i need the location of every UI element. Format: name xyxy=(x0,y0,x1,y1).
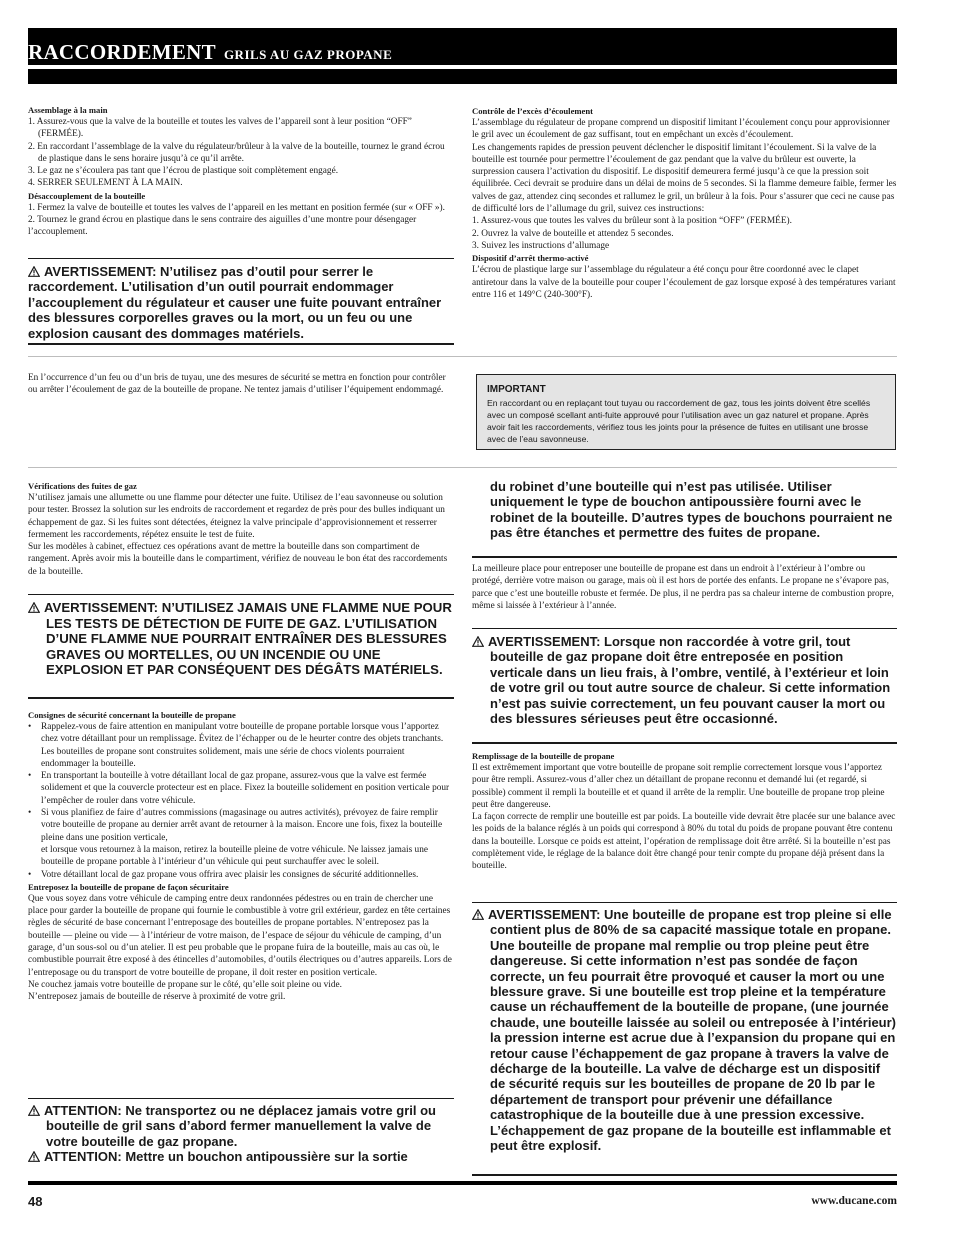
list-item: 3. Le gaz ne s’écoulera pas tant que l’écrou de plastique soit complètement engagé. xyxy=(28,166,339,177)
entreposez-paragraph: Que vous soyez dans votre véhicule de camping entre deux randonnées pédestres ou en train de chercher une place pour garder la bouteille de propane qui fournie le combustible à votre gril extérieur, gardez en tête certaines règles de sécurité de base concernant l’entreposage des bouteilles de propane portables. N’entreposez pas la bouteille — pleine ou vide — à l’intérieur de votre maison, de l’espace de séjour du véhicule de camping, d’un garage, d’un sous-sol ou d’un atelier. Il est peu probable que le propane fuira de la bouteille, mais au cas où, le combustible pourrait être exposé à des étincelles d’automobiles, d’outils électriques ou d’autres appareils. Lors de l’entreposage ou du transport de votre bouteille de propane, il doit rester en position verticale. Ne couchez jamais votre bouteille de propane sur le côté, qu’elle soit pleine ou vide. N’entreposez jamais de bouteille de réserve à proximité de votre gril. xyxy=(28,893,452,1003)
storage-paragraph: La meilleure place pour entreposer une bouteille de propane est dans un endroit à l’extérieur à l’ombre ou protégé, derrière votre maison ou garage, mais où il est hors de portée des enfants. Le propane ne s’évapore pas, parce que c’est une bouteille robuste et fermée. De plus, il ne perdra pas sa chaleur interne de combustion propre, même si laissée à l’extérieur à l’année. xyxy=(472,564,894,611)
warning-triangle-icon xyxy=(28,266,40,277)
divider xyxy=(472,742,897,744)
important-box xyxy=(476,374,896,450)
header-divider xyxy=(28,65,897,69)
list-item: 1. Assurez-vous que la valve de la bouteille et toutes les valves de l’appareil sont à leur position “OFF” (FERMÉE). xyxy=(28,117,412,140)
list-item: 2. Ouvrez la valve de bouteille et attendez 5 secondes. xyxy=(472,228,674,239)
desaccouplement-steps xyxy=(28,202,454,239)
section-controle xyxy=(472,105,897,301)
page-number: 48 xyxy=(28,1194,43,1209)
warning-triangle-icon xyxy=(28,602,40,613)
controle-heading: Contrôle de l’excès d’écoulement xyxy=(472,106,593,116)
page-title-main: RACCORDEMENT xyxy=(28,40,216,64)
list-item: 2. En raccordant l’assemblage de la valve du régulateur/brûleur à la valve de la bouteille, tournez le grand écrou de plastique dans le sens horaire jusqu’à ce qu’il arrête. xyxy=(28,141,445,164)
warning-triangle-icon xyxy=(472,636,484,647)
bullet-icon: • xyxy=(28,722,32,732)
desaccouplement-heading: Désaccouplement de la bouteille xyxy=(28,190,146,201)
verifications-paragraph: Sur les modèles à cabinet, effectuez ces opérations avant de mettre la bouteille dans son compartiment de rangement. Après avoir mis la bouteille dans le compartiment, vérifiez de nouveau le bon état des raccordements de la bouteille. xyxy=(28,542,448,577)
warning-text: AVERTISSEMENT: N’utilisez pas d’outil pour serrer le raccordement. L’utilisation d’un outil pourrait endommager l’accouplement du régulateur et causer une fuite pouvant entraîner des blessures corporelles graves ou la mort, ou un feu ou une explosion causant des dommages matériels. xyxy=(28,264,442,341)
divider xyxy=(472,902,897,903)
middle-left-text xyxy=(28,372,454,397)
safety-paragraph: En l’occurrence d’un feu ou d’un bris de tuyau, une des mesures de sécurité se mettra en fonction pour contrôler ou arrêter l’écoulement de gaz de la bouteille de propane. Ne tentez jamais d’utiliser l’équipement endommagé. xyxy=(28,373,446,396)
header-bar xyxy=(28,28,897,84)
verifications-paragraph: N’utilisez jamais une allumette ou une flamme pour détecter une fuite. Utilisez de l’eau savonneuse ou solution pour tester. Brossez la solution sur les endroits de raccordement et regardez de près pour des bulles indiquant un échappement de gaz. Si les fuites sont détectées, éteignez la valve principale d’approvisionnement et resserrer fermement les raccordements, répétez ensuite le test de fuite. xyxy=(28,493,445,540)
page-title-sub: GRILS AU GAZ PROPANE xyxy=(223,47,393,62)
section-divider xyxy=(28,356,897,357)
page-title xyxy=(28,40,392,65)
bullet-icon: • xyxy=(28,771,32,782)
divider xyxy=(28,258,454,259)
entreposez-heading: Entreposez la bouteille de propane de façon sécuritaire xyxy=(28,881,229,892)
assemblage-steps xyxy=(28,116,454,190)
divider xyxy=(28,594,454,595)
divider xyxy=(472,628,897,629)
website-link[interactable]: www.ducane.com xyxy=(811,1195,897,1207)
list-item: • Rappelez-vous de faire attention en manipulant votre bouteille de propane portable lorsque vous l’apportez chez votre détaillant pour un remplissage. Évitez de l’échapper ou de le heurter contre des objets tranchants. Les bouteilles de propane sont construites solidement, mais une série de chocs violents pourraient endommager la bouteille. xyxy=(28,722,444,769)
list-item: • Si vous planifiez de faire d’autres commissions (magasinage ou autres activités), prévoyez de faire remplir votre bouteille de propane au dernier arrêt avant de retourner à la maison. Encore une fois, fixez la bouteille pleine dans une position verticale, et lorsque vous retournez à la maison, retirez la bouteille pleine de votre véhicule. Ne laissez jamais une bouteille de propane portable à l’intérieur d’un véhicule qui peut surchauffer avec le soleil. xyxy=(28,808,443,868)
footer-bar xyxy=(28,1181,897,1185)
list-item: 4. SERRER SEULEMENT À LA MAIN. xyxy=(28,178,183,189)
warning-storage-block xyxy=(472,634,897,726)
warning-text: AVERTISSEMENT: N’UTILISEZ JAMAIS UNE FLAMME NUE POUR LES TESTS DE DÉTECTION DE FUITE DE GAZ. L’UTILISATION D’UNE FLAMME NUE POURRAIT ENTRAÎNER DES BLESSURES GRAVES OU MORTELLES, OU UN INCENDIE OU UNE EXPLOSION ET PAR CONSÉQUENT DES DÉGÂTS MATÉRIELS. xyxy=(28,600,454,678)
warning-triangle-icon xyxy=(472,909,484,920)
section-assemblage xyxy=(28,104,454,239)
divider xyxy=(472,1174,897,1176)
controle-steps xyxy=(472,215,897,252)
section-divider xyxy=(28,467,897,468)
warning-text: AVERTISSEMENT: Une bouteille de propane est trop pleine si elle contient plus de 80% de sa capacité massique totale en propane. Une bouteille de propane mal remplie ou trop pleine peut être dangereuse. Si cette information n’est pas sondée de façon correcte, un feu pourrait être provoqué et causer la mort ou une blessure grave. Si une bouteille est trop pleine et la température cause un réchauffement de la bouteille de propane, (une journée chaude, une bouteille laissée au soleil ou entreposée à l’intérieur) la pression interne est acrue due à l’expansion du propane qui en retour cause l’échappement de gaz propane à travers la valve de décharge de la bouteille. La valve de décharge est un dispositif de sécurité requis sur les bouteilles de propane de 20 lb par le département de transport pour prévenir une défaillance catastrophique de la bouteille due à une pression excessive. L’échappement de gaz propane de la bouteille est inflammable et peut être explosif. xyxy=(472,907,897,1154)
assemblage-heading: Assemblage à la main xyxy=(28,105,108,115)
list-item: • Votre détaillant local de gaz propane vous offrira avec plaisir les consignes de sécurité additionnelles. xyxy=(28,869,419,880)
bullet-icon: • xyxy=(28,808,32,819)
attention-text: ATTENTION: Ne transportez ou ne déplacez jamais votre gril ou bouteille de gril sans d’abord fermer manuellement la valve de votre bouteille de gaz propane. xyxy=(28,1103,454,1149)
divider xyxy=(28,343,454,345)
controle-paragraph: Les changements rapides de pression peuvent déclencher le dispositif limitant l’écoulement. Si la valve de la bouteille est tournée pour permettre l’écoulement de gaz pendant que la valve du brûleur est ouverte, la surpression causera l’activation du dispositif. Le dispositif demeurera fermé jusqu’à ce que la pression soit équilibrée. Ceci devrait se produire dans un délai de moins de 5 secondes. Si la flamme demeure faible, fermer les valves de gaz, attendez cinq secondes et rallumez le gril, un brûleur à la fois. Pour s’assurer que ceci ne cause pas de difficulté lors de l’allumage du gril, suivez ces instructions: xyxy=(472,142,897,215)
warning-text: AVERTISSEMENT: Lorsque non raccordée à votre gril, tout bouteille de gaz propane doit être entreposée en position verticale dans un lieu frais, à l’ombre, ventilé, à l’extérieur et loin de votre gril ou tout autre source de chaleur. Si cette information n’est pas suivie correctement, un feu pouvant causer la mort ou des blessures sérieuses peut être occasionné. xyxy=(472,634,897,726)
list-item: 2. Tournez le grand écrou en plastique dans le sens contraire des aiguilles d’une montre pour désengager l’accouplement. xyxy=(28,215,417,238)
remplissage-paragraph: Il est extrêmement important que votre bouteille de propane soit remplie correctement lorsque vous l’apportez pour être rempli. Assurez-vous d’aller chez un détaillant de propane reconnu et demandé lui (et regardé, si possible) comment il rempli la bouteille et et quand il arrête de la remplir. Une bouteille de propane trop pleine peut être dangereuse. xyxy=(472,763,885,810)
section-remplissage xyxy=(472,750,897,873)
warning-text: du robinet d’une bouteille qui n’est pas utilisée. Utiliser uniquement le type de bouchon antipoussière fourni avec le robinet de la bouteille. D’autres types de bouchons pourraient ne pas être étanches et permettre des fuites de propane. xyxy=(490,479,893,541)
warning-tool-block xyxy=(28,264,454,341)
warning-triangle-icon xyxy=(28,1105,40,1116)
divider xyxy=(28,697,454,699)
section-consignes xyxy=(28,709,454,1004)
verifications-heading: Vérifications des fuites de gaz xyxy=(28,481,137,491)
continued-warning-block xyxy=(490,479,895,541)
important-text: En raccordant ou en replaçant tout tuyau ou raccordement de gaz, tous les joints doivent être scellés avec un composé scellant anti-fuite approuvé pour l’utilisation avec un gaz naturel et propane. Après avoir fait les raccordements, vérifiez tous les joints pour la présence de fuites en utilisant une brosse avec de l’eau savonneuse. xyxy=(487,398,871,444)
list-item: 1. Assurez-vous que toutes les valves du brûleur sont à la position “OFF” (FERMÉE). xyxy=(472,216,792,227)
important-heading: IMPORTANT xyxy=(487,384,546,395)
thermo-paragraph: L’écrou de plastique large sur l’assemblage du régulateur a été conçu pour être coordonné avec le clapet antiretour dans la valve de la bouteille pour couper l’écoulement de gaz lorsque exposé à des températures variant entre 116 et 149°C (240-300°F). xyxy=(472,265,896,300)
divider xyxy=(28,1098,454,1099)
list-item: 3. Suivez les instructions d’allumage xyxy=(472,240,610,251)
bullet-icon: • xyxy=(28,869,32,880)
thermo-heading: Dispositif d’arrêt thermo-activé xyxy=(472,253,589,264)
warning-triangle-icon xyxy=(28,1151,40,1162)
section-verifications xyxy=(28,480,454,578)
warning-flame-block xyxy=(28,600,454,678)
warning-overfill-block xyxy=(472,907,897,1154)
list-item: • En transportant la bouteille à votre détaillant local de gaz propane, assurez-vous que la valve est fermée solidement et que la couvercle protecteur est en place. Fixez la bouteille solidement en position verticale pour l’empêcher de rouler dans votre véhicule. xyxy=(28,771,450,806)
storage-block xyxy=(472,563,897,612)
divider xyxy=(472,556,897,558)
remplissage-heading: Remplissage de la bouteille de propane xyxy=(472,751,615,761)
attention-text: ATTENTION: Mettre un bouchon antipoussière sur la sortie xyxy=(28,1149,454,1164)
list-item: 1. Fermez la valve de bouteille et toutes les valves de l’appareil en les mettant en position fermée (sur « OFF »). xyxy=(28,202,445,213)
consignes-heading: Consignes de sécurité concernant la bouteille de propane xyxy=(28,710,236,720)
remplissage-paragraph: La façon correcte de remplir une bouteille est par poids. La bouteille vide devrait être placée sur une balance avec les poids de la balance réglés à un poids qui correspond à 80% du total du poids de propane pouvant être contenu dans la bouteille. Lorsque ce poids est atteint, l’opération de remplissage doit être arrêté. Si la bouteille n’est pas complètement vide, le réglage de la balance doit être changé pour tenir compte du propane déjà présent dans la bouteille. xyxy=(472,812,896,872)
consignes-list xyxy=(28,721,454,881)
controle-paragraph: L’assemblage du régulateur de propane comprend un dispositif limitant l’écoulement conçu pour approvisionner le gril avec un écoulement de gaz suffisant, tout en empêchant un excès d’écoulement. xyxy=(472,118,890,141)
attention-block xyxy=(28,1103,454,1165)
